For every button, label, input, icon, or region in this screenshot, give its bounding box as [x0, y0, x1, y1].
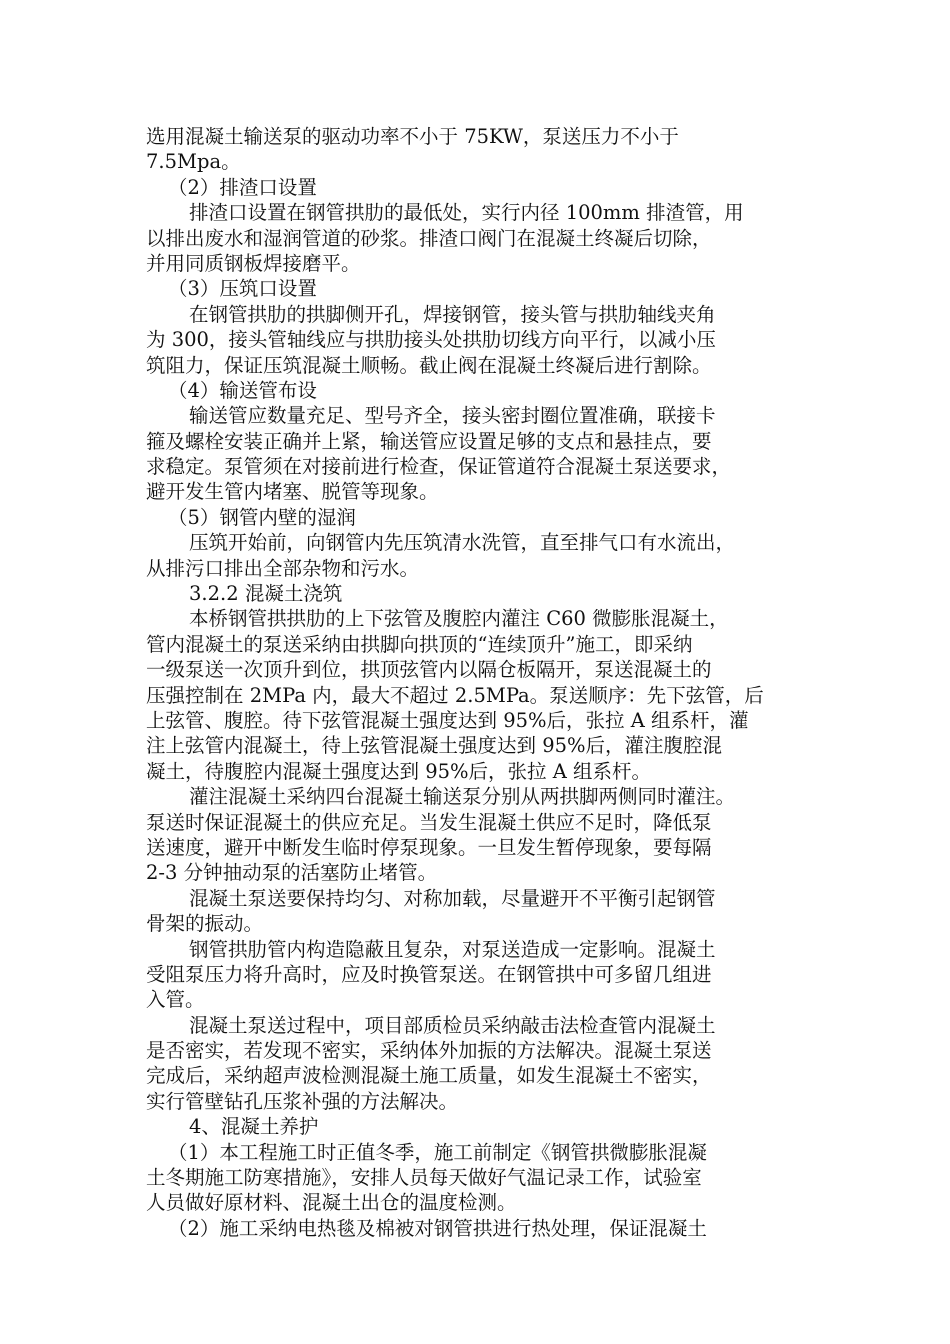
text-line: 箍及螺栓安装正确并上紧，输送管应设置足够的支点和悬挂点，要 — [146, 429, 712, 453]
text-line: 为 300，接头管轴线应与拱肋接头处拱肋切线方向平行，以减小压 — [146, 328, 716, 352]
text-line: 送速度，避开中断发生临时停泵现象。一旦发生暂停现象，要每隔 — [146, 835, 712, 859]
text-line: 混凝土泵送过程中，项目部质检员采纳敲击法检查管内混凝土 — [189, 1013, 716, 1037]
text-line: 避开发生管内堵塞、脱管等现象。 — [146, 480, 439, 504]
text-line: 7.5Mpa。 — [146, 150, 241, 174]
text-line: 2-3 分钟抽动泵的活塞防止堵管。 — [146, 861, 438, 885]
text-line: （2）排渣口设置 — [168, 175, 317, 199]
text-line: 凝土，待腹腔内混凝土强度达到 95%后，张拉 A 组系杆。 — [146, 759, 652, 783]
text-line: （5）钢管内壁的湿润 — [168, 505, 356, 529]
text-line: 筑阻力，保证压筑混凝土顺畅。截止阀在混凝土终凝后进行割除。 — [146, 353, 712, 377]
text-line: 压强控制在 2MPa 内，最大不超过 2.5MPa。泵送顺序：先下弦管，后 — [146, 683, 764, 707]
text-line: 选用混凝土输送泵的驱动功率不小于 75KW，泵送压力不小于 — [146, 125, 679, 148]
text-line: （3）压筑口设置 — [168, 277, 317, 301]
text-line: 4、混凝土养护 — [189, 1115, 319, 1139]
text-line: 人员做好原材料、混凝土出仓的温度检测。 — [146, 1191, 517, 1215]
text-line: 排渣口设置在钢管拱肋的最低处，实行内径 100mm 排渣管，用 — [189, 201, 744, 225]
text-line: 压筑开始前，向钢管内先压筑清水洗管，直至排气口有水流出， — [189, 531, 736, 555]
text-line: 一级泵送一次顶升到位，拱顶弦管内以隔仓板隔开，泵送混凝土的 — [146, 658, 712, 682]
text-line: （4）输送管布设 — [168, 378, 317, 402]
text-line: 注上弦管内混凝土，待上弦管混凝土强度达到 95%后，灌注腹腔混 — [146, 734, 723, 758]
text-line: 管内混凝土的泵送采纳由拱脚向拱顶的“连续顶升”施工，即采纳 — [146, 632, 693, 656]
text-line: 实行管壁钻孔压浆补强的方法解决。 — [146, 1089, 459, 1113]
text-line: 受阻泵压力将升高时，应及时换管泵送。在钢管拱中可多留几组进 — [146, 962, 712, 986]
text-line: （2）施工采纳电热毯及棉被对钢管拱进行热处理，保证混凝土 — [168, 1216, 707, 1240]
text-line: 是否密实，若发现不密实，采纳体外加振的方法解决。混凝土泵送 — [146, 1039, 712, 1063]
text-line: 混凝土泵送要保持均匀、对称加载，尽量避开不平衡引起钢管 — [189, 886, 716, 910]
text-line: 从排污口排出全部杂物和污水。 — [146, 556, 420, 580]
text-line: 并用同质钢板焊接磨平。 — [146, 251, 361, 275]
text-line: 本桥钢管拱拱肋的上下弦管及腹腔内灌注 C60 微膨胀混凝土， — [189, 607, 729, 631]
text-line: （1）本工程施工时正值冬季，施工前制定《钢管拱微膨胀混凝 — [168, 1140, 707, 1164]
text-line: 泵送时保证混凝土的供应充足。当发生混凝土供应不足时，降低泵 — [146, 810, 712, 834]
text-line: 土冬期施工防寒措施》，安排人员每天做好气温记录工作，试验室 — [146, 1166, 702, 1190]
text-line: 完成后，采纳超声波检测混凝土施工质量，如发生混凝土不密实， — [146, 1064, 712, 1088]
text-line: 输送管应数量充足、型号齐全，接头密封圈位置准确，联接卡 — [189, 404, 716, 428]
text-line: 入管。 — [146, 988, 205, 1012]
text-line: 灌注混凝土采纳四台混凝土输送泵分别从两拱脚两侧同时灌注。 — [189, 785, 736, 809]
text-line: 求稳定。泵管须在对接前进行检查，保证管道符合混凝土泵送要求， — [146, 455, 732, 479]
text-line: 在钢管拱肋的拱脚侧开孔，焊接钢管，接头管与拱肋轴线夹角 — [189, 302, 716, 326]
document-body — [146, 124, 814, 1241]
text-line: 以排出废水和湿润管道的砂浆。排渣口阀门在混凝土终凝后切除， — [146, 226, 712, 250]
text-line: 骨架的振动。 — [146, 912, 264, 936]
text-line: 钢管拱肋管内构造隐蔽且复杂，对泵送造成一定影响。混凝土 — [189, 937, 716, 961]
text-line: 上弦管、腹腔。待下弦管混凝土强度达到 95%后，张拉 A 组系杆，灌 — [146, 708, 749, 732]
text-line: 3.2.2 混凝土浇筑 — [189, 582, 343, 606]
